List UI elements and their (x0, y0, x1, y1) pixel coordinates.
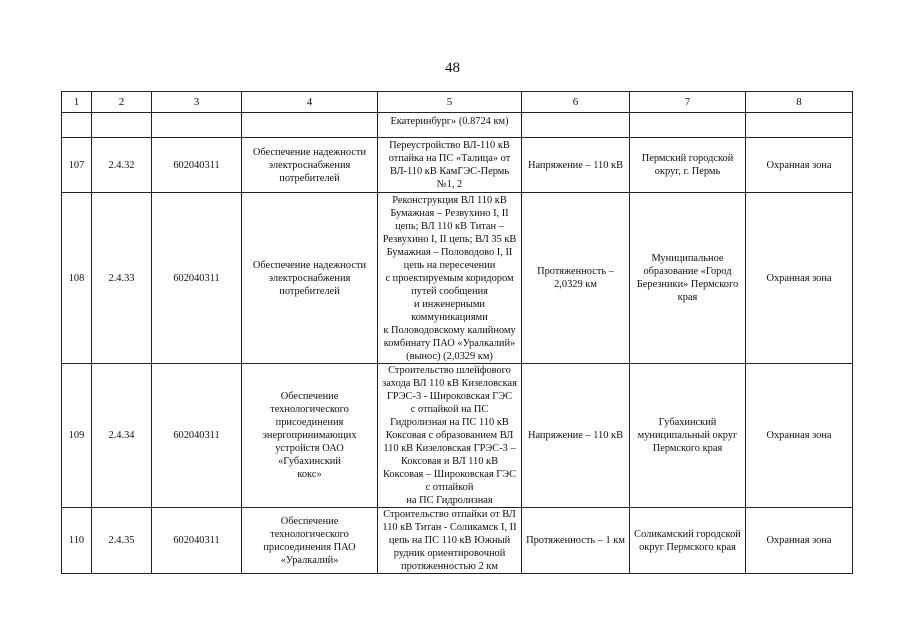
table-cell (630, 113, 746, 138)
row-purpose: Обеспечение надежности электроснабжения потребителей (242, 138, 378, 193)
table-cell (522, 113, 630, 138)
row-purpose: Обеспечение технологического присоединения ПАО «Уралкалий» (242, 508, 378, 574)
row-parameter: Протяженность – 2,0329 км (522, 193, 630, 364)
header-cell: 7 (630, 92, 746, 113)
header-row (62, 92, 853, 113)
row-object: Строительство шлейфового захода ВЛ 110 кВ Кизеловская ГРЭС-3 - Широковская ГЭС с отпайкой на ПС Гидролизная на ПС 110 кВ Коксовая с образованием ВЛ 110 кВ Кизеловская ГРЭС-3 – Коксовая и ВЛ 110 кВ Коксовая – Широковская ГЭС с отпайкой на ПС Гидролизная (378, 364, 522, 508)
row-purpose: Обеспечение надежности электроснабжения потребителей (242, 193, 378, 364)
header-cell: 1 (62, 92, 92, 113)
row-zone: Охранная зона (746, 193, 853, 364)
row-location: Губахинский муниципальный округ Пермского края (630, 364, 746, 508)
planning-table (61, 91, 853, 574)
row-parameter: Протяженность – 1 км (522, 508, 630, 574)
row-object: Реконструкция ВЛ 110 кВ Бумажная – Резвухино I, II цепь; ВЛ 110 кВ Титан – Резвухино I, II цепь; ВЛ 35 кВ Бумажная – Половодово I, II цепь на пересечении с проектируемым коридором путей сообщения и инженерными коммуникациями к Половодовскому калийному комбинату ПАО «Уралкалий» (вынос) (2,0329 км) (378, 193, 522, 364)
header-cell: 6 (522, 92, 630, 113)
row-parameter: Напряжение – 110 кВ (522, 364, 630, 508)
table-cell (746, 113, 853, 138)
row-zone: Охранная зона (746, 138, 853, 193)
continuation-row (62, 113, 853, 138)
row-zone: Охранная зона (746, 364, 853, 508)
row-id: 602040311 (152, 193, 242, 364)
row-code: 2.4.33 (92, 193, 152, 364)
row-location: Соликамский городской округ Пермского края (630, 508, 746, 574)
table-row (62, 364, 853, 508)
table-cell (152, 113, 242, 138)
continuation-text: Екатеринбург» (0.8724 км) (378, 113, 522, 138)
row-location: Пермский городской округ, г. Пермь (630, 138, 746, 193)
row-location: Муниципальное образование «Город Березники» Пермского края (630, 193, 746, 364)
row-object: Переустройство ВЛ-110 кВ отпайка на ПС «Талица» от ВЛ-110 кВ КамГЭС-Пермь №1, 2 (378, 138, 522, 193)
row-zone: Охранная зона (746, 508, 853, 574)
row-object: Строительство отпайки от ВЛ 110 кВ Титан - Соликамск I, II цепь на ПС 110 кВ Южный рудник ориентировочной протяженностью 2 км (378, 508, 522, 574)
row-number: 108 (62, 193, 92, 364)
header-cell: 2 (92, 92, 152, 113)
row-purpose: Обеспечение технологического присоединения энергопринимающих устройств ОАО «Губахинский кокс» (242, 364, 378, 508)
table-cell (92, 113, 152, 138)
row-parameter: Напряжение – 110 кВ (522, 138, 630, 193)
row-id: 602040311 (152, 138, 242, 193)
header-cell: 8 (746, 92, 853, 113)
row-id: 602040311 (152, 364, 242, 508)
row-number: 109 (62, 364, 92, 508)
row-number: 110 (62, 508, 92, 574)
table-cell (62, 113, 92, 138)
row-code: 2.4.35 (92, 508, 152, 574)
table-row (62, 193, 853, 364)
page-number: 48 (445, 60, 460, 76)
header-cell: 3 (152, 92, 242, 113)
header-cell: 5 (378, 92, 522, 113)
table-row (62, 508, 853, 574)
row-id: 602040311 (152, 508, 242, 574)
row-code: 2.4.34 (92, 364, 152, 508)
row-code: 2.4.32 (92, 138, 152, 193)
row-number: 107 (62, 138, 92, 193)
table-cell (242, 113, 378, 138)
table-row (62, 138, 853, 193)
header-cell: 4 (242, 92, 378, 113)
